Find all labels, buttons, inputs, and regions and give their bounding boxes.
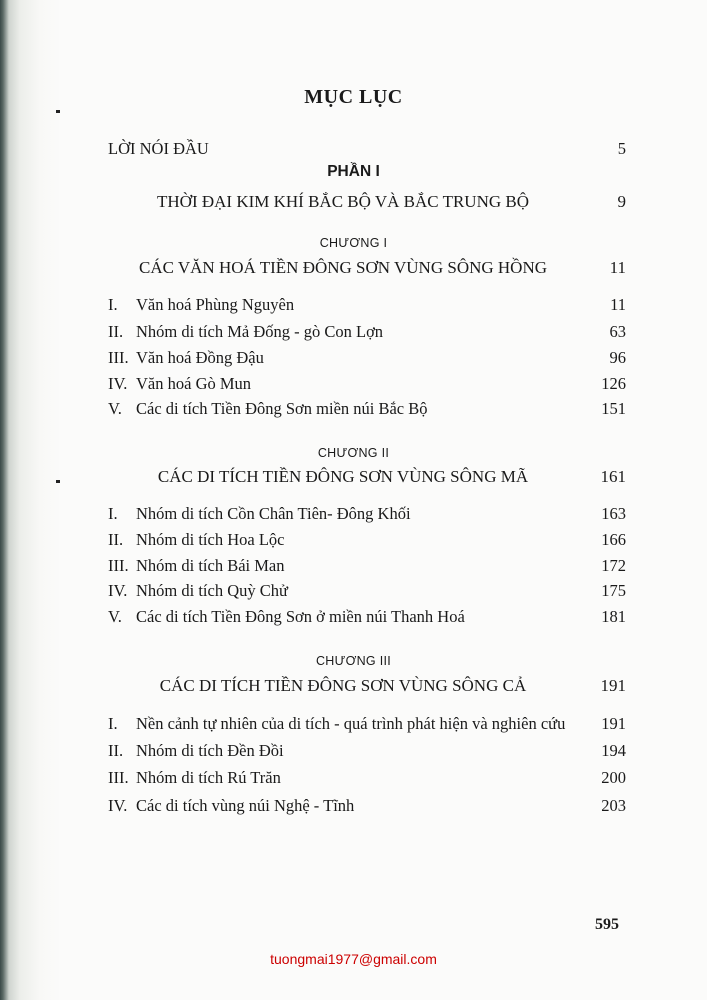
toc-entry-label: Văn hoá Gò Mun [136, 374, 252, 393]
margin-mark [56, 480, 60, 483]
toc-entry-page: 96 [609, 348, 626, 367]
toc-entry-page: 203 [601, 796, 626, 815]
toc-entry[interactable] [108, 373, 626, 395]
toc-entry[interactable] [108, 321, 626, 343]
toc-entry[interactable] [108, 795, 626, 817]
toc-entry[interactable] [108, 503, 626, 525]
part-heading: THỜI ĐẠI KIM KHÍ BẮC BỘ VÀ BẮC TRUNG BỘ [157, 192, 529, 211]
watermark-email: tuongmai1977@gmail.com [270, 951, 437, 967]
toc-entry-label: Nhóm di tích Mả Đống - gò Con Lợn [136, 322, 384, 341]
toc-entry-number: II. [108, 530, 124, 549]
toc-entry[interactable] [108, 294, 626, 316]
toc-entry[interactable] [108, 767, 626, 789]
toc-entry-number: II. [108, 322, 124, 341]
toc-entry-page: 151 [601, 399, 626, 418]
toc-entry-page: 194 [601, 741, 626, 760]
toc-entry-number: III. [108, 348, 129, 367]
toc-title: MỤC LỤC [304, 86, 403, 108]
toc-entry-label: Nền cảnh tự nhiên của di tích - quá trình phát hiện và nghiên cứu [136, 714, 566, 733]
toc-entry-number: II. [108, 741, 124, 760]
toc-entry-page: 163 [601, 504, 626, 523]
toc-entry-page: 175 [601, 581, 626, 600]
toc-entry-label: Các di tích Tiền Đông Sơn ở miền núi Thanh Hoá [136, 607, 465, 626]
toc-entry-label: Nhóm di tích Đền Đồi [136, 741, 284, 760]
chapter-1-heading-row[interactable] [108, 256, 626, 280]
toc-entry-label: Nhóm di tích Hoa Lộc [136, 530, 285, 549]
chapter-2-heading-row[interactable] [108, 465, 626, 489]
toc-entry-number: IV. [108, 581, 128, 600]
toc-entry-number: V. [108, 399, 122, 418]
toc-entry-label: Các di tích Tiền Đông Sơn miền núi Bắc Bộ [136, 399, 428, 418]
chapter-3-heading: CÁC DI TÍCH TIỀN ĐÔNG SƠN VÙNG SÔNG CẢ [159, 676, 527, 695]
part-label: PHẦN I [327, 163, 380, 180]
toc-entry-page: 191 [601, 714, 626, 733]
toc-entry-page: 126 [601, 374, 626, 393]
chapter-3-page: 191 [600, 676, 626, 695]
chapter-1-heading: CÁC VĂN HOÁ TIỀN ĐÔNG SƠN VÙNG SÔNG HỒNG [138, 258, 548, 277]
toc-entry-preface[interactable] [108, 138, 626, 160]
chapter-2-label: CHƯƠNG II [317, 446, 390, 460]
toc-entry-label: Các di tích vùng núi Nghệ - Tĩnh [136, 796, 355, 815]
toc-entry[interactable] [108, 713, 626, 735]
toc-entry-number: V. [108, 607, 122, 626]
toc-entry-label: Văn hoá Phùng Nguyên [136, 295, 295, 314]
toc-entry-page: 11 [610, 295, 626, 314]
chapter-1-label: CHƯƠNG I [319, 236, 388, 250]
chapter-2-heading: CÁC DI TÍCH TIỀN ĐÔNG SƠN VÙNG SÔNG MÃ [157, 467, 529, 486]
toc-entry[interactable] [108, 740, 626, 762]
toc-entry-number: I. [108, 504, 118, 523]
toc-entry-number: IV. [108, 374, 128, 393]
toc-entry-page: 200 [601, 768, 626, 787]
toc-entry-number: I. [108, 714, 118, 733]
toc-entry-label: Nhóm di tích Cồn Chân Tiên- Đông Khối [136, 504, 411, 523]
part-heading-row[interactable] [108, 190, 626, 214]
toc-entry-number: IV. [108, 796, 128, 815]
page-binding-shadow [0, 0, 62, 1000]
toc-entry[interactable] [108, 606, 626, 628]
toc-entry-page: 172 [601, 556, 626, 575]
toc-entry-label: Nhóm di tích Rú Trăn [136, 768, 281, 787]
toc-entry-label: Văn hoá Đồng Đậu [136, 348, 264, 367]
chapter-3-heading-row[interactable] [108, 674, 626, 698]
margin-mark [56, 110, 60, 113]
chapter-3-label: CHƯƠNG III [315, 654, 392, 668]
toc-entry-label: LỜI NÓI ĐẦU [108, 139, 209, 158]
chapter-2-page: 161 [600, 467, 626, 486]
toc-entry[interactable] [108, 555, 626, 577]
toc-entry-page: 5 [617, 139, 626, 158]
toc-entry-label: Nhóm di tích Bái Man [136, 556, 285, 575]
page-number: 595 [595, 916, 619, 933]
toc-entry[interactable] [108, 398, 626, 420]
part-page: 9 [617, 192, 626, 211]
toc-entry-label: Nhóm di tích Quỳ Chử [136, 581, 288, 600]
toc-entry-number: III. [108, 768, 129, 787]
toc-entry-page: 181 [601, 607, 626, 626]
toc-entry[interactable] [108, 529, 626, 551]
toc-entry-page: 63 [609, 322, 626, 341]
toc-entry-number: I. [108, 295, 118, 314]
toc-entry[interactable] [108, 347, 626, 369]
chapter-1-page: 11 [609, 258, 626, 277]
toc-entry[interactable] [108, 580, 626, 602]
toc-entry-page: 166 [601, 530, 626, 549]
toc-entry-number: III. [108, 556, 129, 575]
